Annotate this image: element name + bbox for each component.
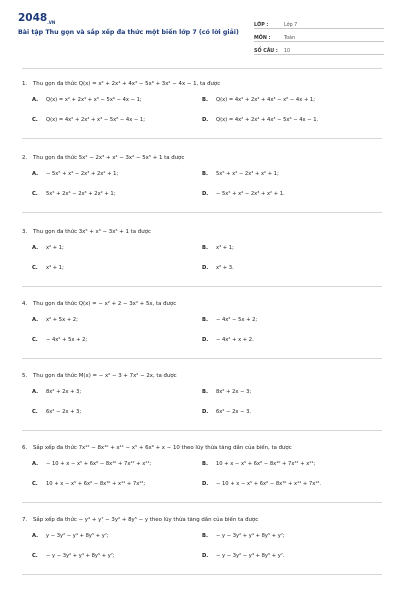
option-text: − y − 3y² + y⁴ + 8y⁵ + y⁷; [46, 553, 115, 559]
meta-info [254, 16, 384, 55]
option-letter: D. [202, 481, 209, 487]
option-text: y − 3y² − y⁴ + 8y⁵ + y⁷; [46, 533, 109, 539]
option-letter: D. [202, 265, 209, 271]
answer-option-c[interactable] [32, 480, 145, 488]
option-text: x³ + 1; [216, 245, 234, 251]
option-text: 6x² − 2x − 3. [216, 409, 252, 415]
question-item [22, 154, 382, 197]
document-title: Bài tập Thu gọn và sắp xếp đa thức một biến lớp 7 (có lời giải) [18, 29, 239, 36]
option-text: − y − 3y² + y⁴ + 8y⁵ + y⁷; [216, 533, 285, 539]
answer-option-d[interactable] [202, 116, 318, 124]
option-letter: A. [32, 317, 39, 323]
option-letter: A. [32, 389, 39, 395]
option-text: Q(x) = 4x² + 2x⁴ + 4x³ − x⁶ − 4x + 1; [216, 97, 315, 103]
answer-option-a[interactable] [32, 96, 142, 104]
option-text: 8x² + 2x − 3; [216, 389, 252, 395]
worksheet-header [18, 12, 384, 62]
answer-option-b[interactable] [202, 532, 285, 540]
site-logo[interactable]: $2048_{.VN}$ [18, 12, 56, 26]
answer-option-b[interactable] [202, 388, 251, 396]
answer-option-c[interactable] [32, 116, 145, 124]
question-divider [22, 212, 382, 213]
question-divider [22, 430, 382, 431]
question-number: 5. [22, 373, 28, 379]
option-text: x² + 1; [46, 245, 64, 251]
option-text: Q(x) = 4x² + 2x⁴ + x³ − 5x⁶ − 4x − 1; [46, 117, 145, 123]
question-divider [22, 358, 382, 359]
meta-value: Lớp 7 [284, 23, 298, 28]
option-letter: B. [202, 461, 208, 467]
option-letter: D. [202, 191, 209, 197]
option-letter: A. [32, 171, 39, 177]
question-stem [22, 372, 382, 380]
question-number: 2. [22, 155, 28, 161]
answer-option-a[interactable] [32, 532, 109, 540]
answer-option-b[interactable] [202, 96, 315, 104]
answer-option-d[interactable] [202, 336, 254, 344]
answer-option-a[interactable] [32, 460, 151, 468]
meta-value: 10 [284, 49, 291, 54]
answer-option-b[interactable] [202, 170, 279, 178]
option-letter: D. [202, 117, 209, 123]
question-divider [22, 138, 382, 139]
meta-class [254, 16, 384, 29]
header-divider [22, 68, 382, 69]
option-text: 10 + x − x⁵ + 6x⁶ − 8x¹⁰ + 7x¹² + x¹¹; [216, 461, 316, 467]
option-text: 10 + x − x⁵ + 6x⁶ − 8x¹⁰ + x¹¹ + 7x¹²; [46, 481, 146, 487]
meta-label: SỐ CÂU : [254, 49, 278, 54]
option-text: − 4x² + 5x + 2; [46, 337, 88, 343]
answer-option-a[interactable] [32, 170, 118, 178]
option-text: − 5x⁵ + x⁴ − 2x³ + 2x² + 1; [46, 171, 119, 177]
question-number: 7. [22, 517, 28, 523]
question-text: Thu gọn đa thức 5x² − 2x³ + x⁴ − 3x² − 5x⁵ + 1 ta được [33, 155, 185, 161]
question-stem [22, 154, 382, 162]
question-item [22, 516, 382, 559]
question-item [22, 228, 382, 271]
answer-option-b[interactable] [202, 460, 315, 468]
option-text: x² + 5x + 2; [46, 317, 78, 323]
meta-label: MÔN : [254, 36, 271, 41]
question-number: 3. [22, 229, 28, 235]
meta-value: Toán [284, 36, 296, 41]
option-text: x⁴ + 1; [46, 265, 64, 271]
answer-option-d[interactable] [202, 552, 285, 560]
answer-option-a[interactable] [32, 316, 78, 324]
option-text: − 4x² + x + 2. [216, 337, 254, 343]
option-letter: B. [202, 171, 208, 177]
question-stem [22, 80, 382, 88]
option-letter: D. [202, 409, 209, 415]
meta-subject [254, 29, 384, 42]
answer-option-c[interactable] [32, 264, 64, 272]
option-text: x² + 3. [216, 265, 234, 271]
option-letter: C. [32, 553, 38, 559]
answer-option-c[interactable] [32, 408, 81, 416]
question-text: Thu gọn đa thức M(x) = − x² − 3 + 7x² − 2x, ta được [33, 373, 177, 379]
meta-count [254, 42, 384, 55]
option-letter: A. [32, 245, 39, 251]
question-text: Thu gọn đa thức 3x⁵ + x³ − 3x⁵ + 1 ta được [33, 229, 151, 235]
option-letter: B. [202, 389, 208, 395]
answer-option-c[interactable] [32, 552, 115, 560]
option-text: − 10 + x − x⁵ + 6x⁶ − 8x¹⁰ + x¹¹ + 7x¹². [216, 481, 322, 487]
option-text: 6x² − 2x + 3; [46, 409, 82, 415]
question-item [22, 80, 382, 123]
option-letter: B. [202, 317, 208, 323]
answer-option-c[interactable] [32, 190, 115, 198]
question-number: 6. [22, 445, 28, 451]
option-text: − 5x⁵ + x⁴ − 2x³ + x² + 1. [216, 191, 285, 197]
question-divider [22, 286, 382, 287]
question-number: 4. [22, 301, 28, 307]
option-text: − y − 3y² − y⁴ + 8y⁵ + y⁷. [216, 553, 285, 559]
option-letter: D. [202, 337, 209, 343]
option-letter: A. [32, 533, 39, 539]
option-letter: C. [32, 481, 38, 487]
question-item [22, 372, 382, 415]
option-text: 5x⁵ + 2x⁴ − 2x³ + 2x² + 1; [46, 191, 116, 197]
answer-option-c[interactable] [32, 336, 87, 344]
option-text: − 4x² − 5x + 2; [216, 317, 258, 323]
answer-option-d[interactable] [202, 480, 321, 488]
question-text: Sắp xếp đa thức − y⁴ + y⁷ − 3y² + 8y⁵ − y theo lũy thừa tăng dần của biến ta được [33, 517, 259, 523]
question-item [22, 300, 382, 343]
question-text: Sắp xếp đa thức 7x¹² − 8x¹⁰ + x¹¹ − x⁵ + 6x⁶ + x − 10 theo lũy thừa tăng dần của biến, ta được [33, 445, 292, 451]
option-text: Q(x) = x² + 2x⁴ + x³ − 5x⁶ − 4x − 1; [46, 97, 142, 103]
answer-option-d[interactable] [202, 264, 234, 272]
question-stem [22, 228, 382, 236]
option-letter: C. [32, 409, 38, 415]
answer-option-d[interactable] [202, 408, 251, 416]
answer-option-a[interactable] [32, 388, 81, 396]
question-item [22, 444, 382, 487]
option-letter: C. [32, 265, 38, 271]
option-letter: C. [32, 191, 38, 197]
option-letter: B. [202, 245, 208, 251]
option-letter: C. [32, 337, 38, 343]
question-divider [22, 574, 382, 575]
answer-option-b[interactable] [202, 244, 234, 252]
question-stem [22, 444, 382, 452]
question-text: Thu gọn đa thức Q(x) = x² + 2x⁴ + 4x³ − 5x⁶ + 3x² − 4x − 1, ta được [33, 81, 221, 87]
option-letter: B. [202, 97, 208, 103]
question-stem [22, 300, 382, 308]
option-letter: C. [32, 117, 38, 123]
option-letter: D. [202, 553, 209, 559]
question-stem [22, 516, 382, 524]
option-text: 8x² + 2x + 3; [46, 389, 82, 395]
option-letter: A. [32, 97, 39, 103]
question-divider [22, 502, 382, 503]
meta-label: LỚP : [254, 23, 269, 28]
answer-option-d[interactable] [202, 190, 285, 198]
option-text: Q(x) = 4x² + 2x⁴ + 4x³ − 5x⁶ − 4x − 1. [216, 117, 319, 123]
option-text: − 10 + x − x⁵ + 6x⁶ − 8x¹⁰ + 7x¹² + x¹¹; [46, 461, 152, 467]
answer-option-a[interactable] [32, 244, 64, 252]
option-letter: A. [32, 461, 39, 467]
answer-option-b[interactable] [202, 316, 257, 324]
question-text: Thu gọn đa thức Q(x) = − x² + 2 − 3x² + 5x, ta được [33, 301, 177, 307]
option-letter: B. [202, 533, 208, 539]
question-number: 1. [22, 81, 28, 87]
option-text: 5x⁵ + x⁴ − 2x³ + x² + 1; [216, 171, 279, 177]
